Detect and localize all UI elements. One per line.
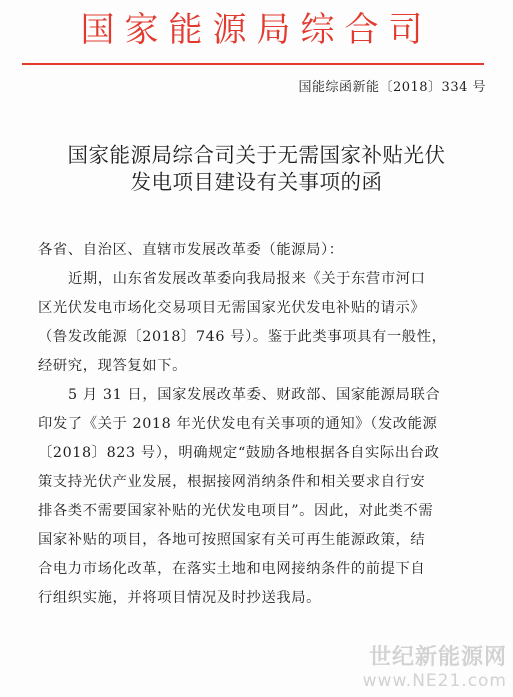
watermark-url: www.NE21.com: [362, 671, 507, 691]
paragraph-2-line-8: 行组织实施，并将项目情况及时抄送我局。: [38, 590, 322, 606]
site-watermark: [357, 645, 507, 691]
letterhead-red-rule: [22, 63, 484, 65]
paragraph-2-line-2: 印发了《关于 2018 年光伏发电有关事项的通知》（发改能源: [38, 416, 438, 432]
paragraph-2-line-4: 策支持光伏产业发展，根据接网消纳条件和相关要求自行安: [38, 474, 426, 490]
paragraph-1-line-3: （鲁发改能源〔2018〕746 号）。鉴于此类事项具有一般性，: [38, 329, 447, 345]
paragraph-2-line-1: 5 月 31 日，国家发展改革委、财政部、国家能源局联合: [68, 387, 441, 403]
paragraph-1-line-2: 区光伏发电市场化交易项目无需国家光伏发电补贴的请示》: [38, 300, 426, 316]
paragraph-2-line-7: 合电力市场化改革，在落实土地和电网接纳条件的前提下自: [38, 561, 426, 577]
paragraph-2-line-5: 排各类不需要国家补贴的光伏发电项目”。因此，对此类不需: [38, 503, 434, 519]
paragraph-2-line-6: 国家补贴的项目，各地可按照国家有关可再生能源政策，结: [38, 532, 426, 548]
paragraph-2-line-3: 〔2018〕823 号），明确规定“鼓励各地根据各自实际出台政: [38, 445, 440, 461]
document-title-line-1: 国家能源局综合司关于无需国家补贴光伏: [67, 143, 446, 167]
letterhead-title: 国家能源局综合司: [80, 10, 433, 50]
document-body: [38, 236, 490, 613]
paragraph-1-line-4: 经研究，现答复如下。: [38, 358, 187, 374]
paragraph-1-line-1: 近期，山东省发展改革委向我局报来《关于东营市河口: [68, 271, 426, 287]
document-title: [20, 142, 493, 196]
salutation-line: 各省、自治区、直辖市发展改革委（能源局）：: [38, 242, 344, 258]
document-number: 国能综函新能〔2018〕334 号: [298, 80, 486, 95]
watermark-site-name: 世纪新能源网: [368, 645, 507, 670]
document-title-line-2: 发电项目建设有关事项的函: [130, 170, 383, 194]
